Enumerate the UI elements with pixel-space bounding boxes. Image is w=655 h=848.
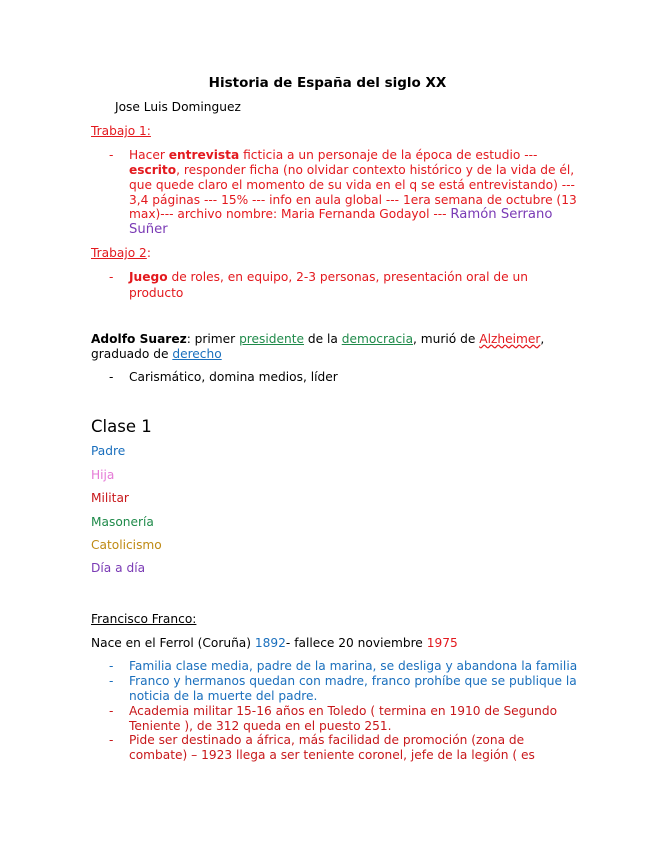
- trabajo1-line4: 3,4 páginas --- 15% --- info en aula global --- 1era semana de octubre (13: [129, 193, 577, 207]
- trabajo1-bullet: -: [109, 148, 114, 162]
- clase-item-catolicismo: Catolicismo: [91, 538, 162, 552]
- death-year: 1975: [426, 636, 458, 650]
- trabajo1-text: ficticia a un personaje de la época de estudio ---: [239, 148, 538, 162]
- suarez-text: graduado de: [91, 347, 173, 361]
- derecho-link[interactable]: derecho: [172, 347, 222, 361]
- clase-item-militar: Militar: [91, 491, 129, 505]
- franco-bullet: -: [109, 674, 114, 688]
- trabajo2-bullet: -: [109, 270, 114, 284]
- clase-item-masoneria: Masonería: [91, 515, 154, 529]
- author-name: Jose Luis Dominguez: [115, 100, 241, 114]
- franco-birth-line: [91, 636, 458, 650]
- trabajo1-text: , responder ficha (no olvidar contexto histórico y de la vida de él,: [176, 163, 575, 177]
- alzheimer-spellcheck[interactable]: Alzheimer: [479, 332, 541, 346]
- franco-b4-line2: combate) – 1923 llega a ser teniente coronel, jefe de la legión ( es: [129, 748, 535, 762]
- suarez-text: , murió de: [413, 332, 480, 346]
- franco-text: Nace en el Ferrol (Coruña): [91, 636, 255, 650]
- character-surname: Suñer: [129, 222, 168, 237]
- presidente-link[interactable]: presidente: [239, 332, 305, 346]
- franco-bullet: -: [109, 704, 114, 718]
- franco-b3-line2: Teniente ), de 312 queda en el puesto 251.: [129, 719, 392, 733]
- suarez-line2: [91, 347, 222, 361]
- trabajo2-heading: [91, 246, 151, 260]
- document-title: Historia de España del siglo XX: [208, 75, 447, 91]
- trabajo2-text: de roles, en equipo, 2-3 personas, presentación oral de un: [167, 270, 528, 284]
- suarez-name: Adolfo Suarez: [91, 332, 187, 346]
- suarez-bullet: -: [109, 370, 114, 384]
- franco-bullet: -: [109, 659, 114, 673]
- birth-year: 1892: [254, 636, 286, 650]
- franco-bullet: -: [109, 733, 114, 747]
- trabajo1-text: Hacer: [129, 148, 169, 162]
- franco-text: - fallece 20 noviembre: [285, 636, 427, 650]
- trabajo1-text: max)--- archivo nombre: Maria Fernanda Godayol ---: [129, 207, 451, 221]
- trabajo1-line3: que quede claro el momento de su vida en el q se está entrevistando) ---: [129, 178, 575, 192]
- trabajo2-line2: producto: [129, 286, 184, 300]
- franco-b4-line1: Pide ser destinado a áfrica, más facilidad de promoción (zona de: [129, 733, 525, 747]
- trabajo1-line2: [129, 163, 574, 177]
- clase-item-hija: Hija: [91, 468, 115, 482]
- trabajo1-line1: [129, 148, 537, 162]
- clase-heading: Clase 1: [91, 417, 152, 436]
- suarez-text: : primer: [186, 332, 240, 346]
- clase-item-padre: Padre: [91, 444, 126, 458]
- character-name: Ramón Serrano: [450, 207, 553, 222]
- franco-b2-line1: Franco y hermanos quedan con madre, franco prohíbe que se publique la: [129, 674, 577, 688]
- trabajo1-heading: Trabajo 1:: [91, 124, 151, 138]
- trabajo2-colon: :: [146, 246, 151, 260]
- trabajo2-line1: [129, 270, 528, 284]
- escrito-keyword: escrito: [129, 163, 177, 177]
- suarez-text: ,: [540, 332, 545, 346]
- franco-b2-line2: noticia de la muerte del padre.: [129, 689, 318, 703]
- franco-heading: Francisco Franco:: [91, 612, 197, 626]
- suarez-line1: [91, 332, 544, 346]
- trabajo1-line5: [129, 207, 552, 222]
- democracia-link[interactable]: democracia: [341, 332, 414, 346]
- suarez-text: de la: [304, 332, 342, 346]
- franco-b1: Familia clase media, padre de la marina, se desliga y abandona la familia: [129, 659, 578, 673]
- clase-item-dia-a-dia: Día a día: [91, 561, 146, 575]
- entrevista-keyword: entrevista: [168, 148, 240, 162]
- trabajo2-heading-text: Trabajo 2: [91, 246, 147, 260]
- juego-keyword: Juego: [129, 270, 168, 284]
- franco-b3-line1: Academia militar 15-16 años en Toledo ( termina en 1910 de Segundo: [129, 704, 558, 718]
- suarez-traits: Carismático, domina medios, líder: [129, 370, 338, 384]
